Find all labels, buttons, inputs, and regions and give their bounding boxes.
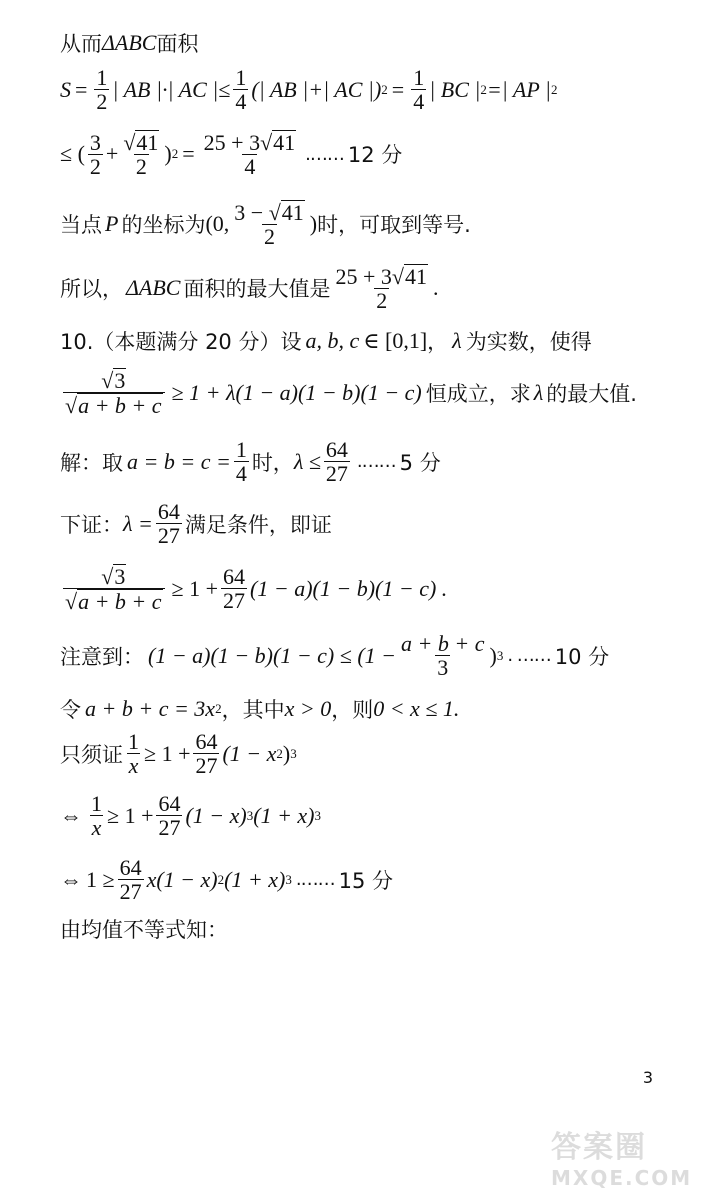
text: 满足条件，即证 — [184, 512, 332, 537]
fraction — [89, 792, 104, 839]
score: 15 分 — [338, 868, 394, 893]
fraction-quarter — [411, 66, 426, 113]
expr: ≥ 1 + — [107, 802, 154, 828]
text: 所以， — [60, 277, 123, 302]
dots: .…… — [305, 143, 344, 165]
expr: ) — [489, 642, 497, 668]
radicand: a + b + c — [78, 589, 162, 615]
page-number: 3 — [642, 1068, 653, 1087]
exp: 2 — [480, 81, 487, 97]
radicand: 3 — [114, 564, 126, 589]
den: 4 — [413, 89, 425, 115]
radicand: a + b + c — [78, 393, 162, 419]
period: . — [432, 275, 439, 301]
vars: a, b, c — [305, 328, 360, 353]
num — [333, 264, 430, 288]
text: ，其中 — [221, 698, 285, 722]
sqrt: √ 41 — [260, 130, 296, 155]
text: 为实数，使得 — [465, 330, 592, 354]
num: 1 — [96, 65, 108, 90]
fraction-64-27 — [156, 500, 182, 547]
den: 2 — [135, 154, 147, 180]
num: 1 — [235, 65, 247, 90]
line-8 — [60, 438, 441, 485]
line-7 — [60, 368, 637, 417]
expr: λ ≤ — [293, 448, 321, 474]
radicand: 3 — [114, 368, 126, 393]
expr: | AB |·| AC |≤ — [112, 76, 231, 102]
expr: (1 − x) — [185, 802, 247, 828]
fraction — [399, 632, 486, 679]
radicand: 41 — [404, 264, 427, 289]
var-s: S — [60, 76, 71, 102]
equals: = — [182, 141, 195, 167]
num: 1 — [91, 791, 102, 816]
den: 2 — [96, 89, 108, 115]
num: 64 — [195, 729, 218, 754]
num-text: 25 + 3 — [203, 130, 261, 155]
fraction — [63, 564, 165, 613]
expr: ∈ [0,1] — [363, 328, 428, 353]
expr: (1 + x) — [253, 802, 315, 828]
dots: . …… — [507, 645, 551, 667]
sqrt: √ 41 — [123, 130, 159, 155]
text: 时，可取到等号. — [317, 213, 471, 238]
lambda: λ — [452, 328, 462, 353]
fraction — [333, 264, 430, 312]
exp: 2 — [215, 701, 222, 716]
line-13 — [60, 730, 297, 777]
sqrt: √ a + b + c — [65, 393, 162, 419]
text: 注意到： — [60, 644, 144, 669]
fraction — [202, 130, 299, 178]
text: 只须证 — [60, 742, 123, 767]
den: 27 — [325, 461, 348, 487]
expr: ) — [309, 211, 318, 237]
fraction — [63, 368, 165, 417]
fraction — [126, 730, 141, 777]
den: 27 — [158, 815, 181, 841]
num: 1 — [413, 65, 425, 90]
den: 27 — [157, 523, 180, 549]
den: 27 — [119, 879, 142, 905]
num-text: 25 + 3 — [335, 264, 392, 289]
expr: (0, — [205, 211, 230, 237]
text: 面积的最大值是 — [183, 277, 331, 302]
sqrt: √ 3 — [101, 368, 126, 393]
expr: (1 − x — [222, 740, 277, 766]
num — [202, 130, 299, 154]
text: 从而 — [60, 32, 102, 56]
line-15 — [60, 856, 393, 903]
expr: x > 0 — [284, 696, 332, 721]
fraction-64-27 — [221, 565, 247, 612]
expr: | BC | — [429, 76, 481, 102]
line-16 — [60, 914, 228, 944]
num — [121, 130, 161, 154]
text: 当点 — [60, 213, 102, 238]
score: 12 分 — [347, 143, 403, 168]
expr: ) — [164, 141, 172, 167]
line-10 — [60, 564, 447, 613]
score: 10 分 — [554, 644, 610, 669]
line-11 — [60, 632, 609, 679]
expr: ) — [282, 740, 291, 766]
expr: =| AP | — [486, 76, 551, 102]
exp: 2 — [276, 745, 283, 761]
den: 4 — [235, 461, 247, 487]
num-text: 3 − — [234, 200, 269, 225]
watermark-bottom: MXQE.COM — [551, 1166, 693, 1190]
num: 3 — [89, 129, 101, 155]
sqrt: √ 3 — [101, 564, 126, 589]
exp: 2 — [550, 81, 558, 97]
line-12 — [60, 694, 459, 724]
text: 恒成立，求 — [425, 381, 531, 406]
num — [99, 564, 128, 588]
score: 5 分 — [399, 450, 441, 475]
exp: 3 — [285, 871, 292, 887]
fraction-64-27 — [118, 856, 144, 903]
expr: ≤ ( — [60, 141, 85, 167]
num: 64 — [325, 437, 348, 462]
radicand: 41 — [273, 130, 296, 155]
expr: x(1 − x) — [146, 866, 218, 892]
num: 1 — [235, 437, 247, 462]
fraction-64-27 — [324, 438, 350, 485]
num: 1 — [128, 729, 139, 754]
den: x — [91, 815, 102, 841]
num: 64 — [223, 564, 246, 589]
exp: 3 — [314, 807, 322, 823]
expr: 0 < x ≤ 1. — [373, 696, 460, 721]
num: 64 — [158, 791, 181, 816]
exp: 2 — [171, 146, 179, 162]
text: 的最大值. — [546, 381, 637, 406]
exp: 3 — [246, 807, 254, 823]
fraction — [232, 200, 307, 248]
fraction-half — [94, 66, 109, 113]
den: 3 — [437, 655, 449, 681]
radicand: 41 — [281, 200, 304, 225]
expr: ≥ 1 + λ(1 − a)(1 − b)(1 − c) — [171, 379, 422, 405]
text: ，则 — [331, 698, 374, 722]
den: 27 — [223, 588, 246, 614]
num: a + b + c — [401, 631, 485, 656]
expr: (1 + x) — [224, 866, 286, 892]
exp: 2 — [381, 81, 388, 97]
dots: .…… — [356, 451, 396, 473]
expr: a + b + c = 3x — [85, 696, 216, 721]
radicand: 41 — [136, 130, 159, 155]
fraction — [88, 131, 103, 178]
line-5 — [60, 264, 438, 312]
line-14 — [60, 792, 321, 839]
fraction-sqrt41 — [121, 130, 161, 178]
plus: + — [105, 141, 119, 167]
text: 令 — [60, 698, 81, 722]
den — [63, 588, 165, 613]
exp: 3 — [290, 745, 297, 761]
den: 2 — [264, 224, 276, 250]
iff: ⇔ — [60, 866, 82, 892]
text: 的坐标为 — [121, 213, 206, 238]
line-2-area-formula — [60, 66, 557, 113]
lambda: λ — [533, 379, 544, 405]
fraction-quarter — [233, 66, 248, 113]
text: 面积 — [156, 32, 199, 56]
text: 下证： — [60, 512, 123, 537]
sqrt: √ a + b + c — [65, 589, 162, 615]
dots: .…… — [295, 869, 335, 891]
num — [99, 368, 128, 392]
line-3-bound — [60, 130, 402, 178]
triangle-abc: ΔABC — [126, 275, 181, 301]
var-p: P — [105, 211, 119, 237]
den: x — [128, 753, 139, 779]
num — [232, 200, 307, 224]
text: ， — [427, 330, 449, 354]
sqrt: √ 41 — [268, 200, 304, 225]
triangle-abc: ΔABC — [102, 30, 157, 55]
fraction-64-27 — [156, 792, 182, 839]
text: 解：取 — [60, 450, 123, 475]
expr: a = b = c = — [127, 448, 231, 474]
expr: (| AB |+| AC |) — [251, 76, 382, 102]
text: 10.（本题满分 20 分）设 — [60, 330, 302, 354]
line-9 — [60, 500, 332, 547]
text: 时， — [251, 450, 294, 475]
iff: ⇔ — [60, 802, 82, 828]
line-1 — [60, 28, 198, 58]
expr: 1 ≥ — [86, 866, 115, 892]
equals: = — [75, 76, 88, 102]
watermark-logo — [551, 1122, 701, 1190]
line-4 — [60, 200, 471, 248]
expr: (1 − a)(1 − b)(1 − c) . — [250, 575, 448, 601]
num: 64 — [157, 499, 180, 524]
expr: ≥ 1 + — [144, 740, 191, 766]
den: 27 — [195, 753, 218, 779]
line-6-problem — [60, 326, 592, 356]
fraction-quarter — [234, 438, 249, 485]
fraction-64-27 — [193, 730, 219, 777]
den: 2 — [89, 153, 101, 179]
expr: λ = — [123, 510, 153, 536]
den: 2 — [376, 288, 388, 314]
expr: ≥ 1 + — [171, 575, 219, 601]
den: 4 — [235, 89, 247, 115]
equals: = — [391, 76, 405, 102]
den — [63, 392, 165, 417]
exp: 2 — [217, 871, 225, 887]
watermark-top: 答案圈 — [551, 1130, 647, 1165]
exp: 3 — [496, 647, 504, 663]
sqrt: √ 41 — [391, 264, 427, 289]
text: 由均值不等式知： — [60, 918, 228, 942]
num: 64 — [119, 855, 142, 880]
den: 4 — [244, 154, 256, 180]
expr: (1 − a)(1 − b)(1 − c) ≤ (1 − — [148, 642, 397, 668]
